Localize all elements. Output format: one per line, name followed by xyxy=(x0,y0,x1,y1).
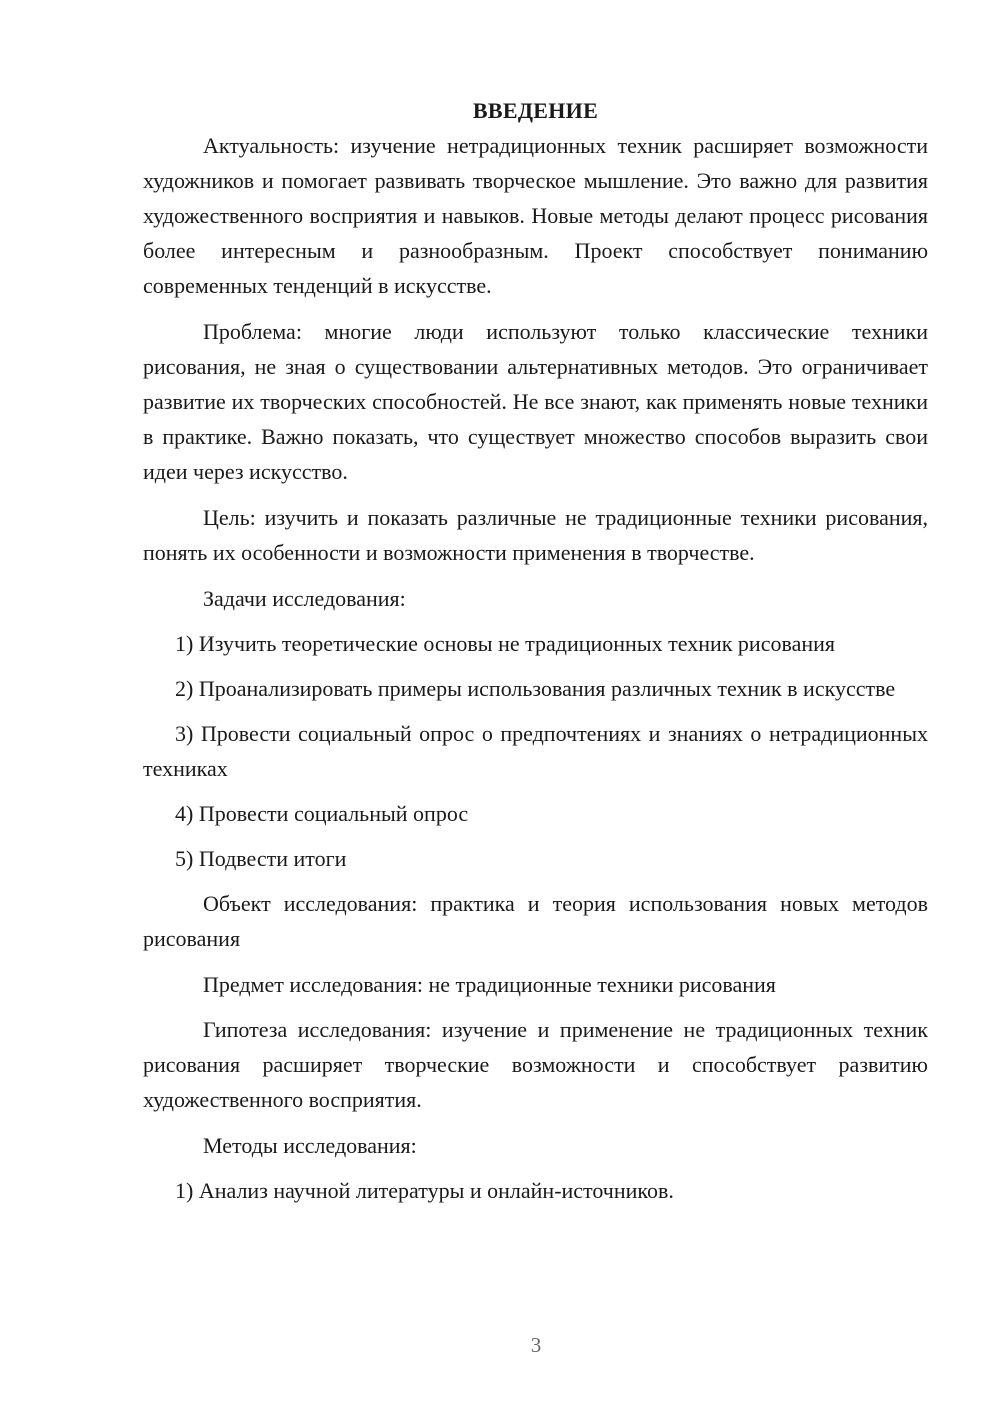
section-heading: ВВЕДЕНИЕ xyxy=(472,98,599,123)
task-item: 1) Изучить теоретические основы не традиционных техник рисования xyxy=(175,631,835,656)
method-item: 1) Анализ научной литературы и онлайн-источников. xyxy=(175,1178,674,1203)
goal-paragraph: Цель: изучить и показать различные не традиционные техники рисования, понять их особенности и возможности применения в творчестве. xyxy=(143,505,928,565)
subject-paragraph: Предмет исследования: не традиционные техники рисования xyxy=(203,972,776,997)
hypothesis-paragraph: Гипотеза исследования: изучение и применение не традиционных техник рисования расширяет творческие возможности и способствует развитию художественного восприятия. xyxy=(143,1017,928,1112)
task-item: 3) Провести социальный опрос о предпочтениях и знаниях о нетрадиционных техниках xyxy=(143,721,928,781)
tasks-heading: Задачи исследования: xyxy=(203,586,406,611)
object-paragraph: Объект исследования: практика и теория использования новых методов рисования xyxy=(143,891,928,951)
task-item: 2) Проанализировать примеры использования различных техник в искусстве xyxy=(175,676,896,701)
relevance-paragraph: Актуальность: изучение нетрадиционных техник расширяет возможности художников и помогает развивать творческое мышление. Это важно для развития художественного восприятия и навыков. Новые методы делают процесс рисования более интересным и разнообразным. Проект способствует пониманию современных тенденций в искусстве. xyxy=(143,133,928,298)
problem-paragraph: Проблема: многие люди используют только классические техники рисования, не зная о существовании альтернативных методов. Это ограничивает развитие их творческих способностей. Не все знают, как применять новые техники в практике. Важно показать, что существует множество способов выразить свои идеи через искусство. xyxy=(143,319,928,484)
methods-heading: Методы исследования: xyxy=(203,1133,417,1158)
task-item: 4) Провести социальный опрос xyxy=(175,801,469,826)
task-item: 5) Подвести итоги xyxy=(175,846,347,871)
page-number: 3 xyxy=(530,1333,542,1357)
page-content xyxy=(143,93,928,1218)
